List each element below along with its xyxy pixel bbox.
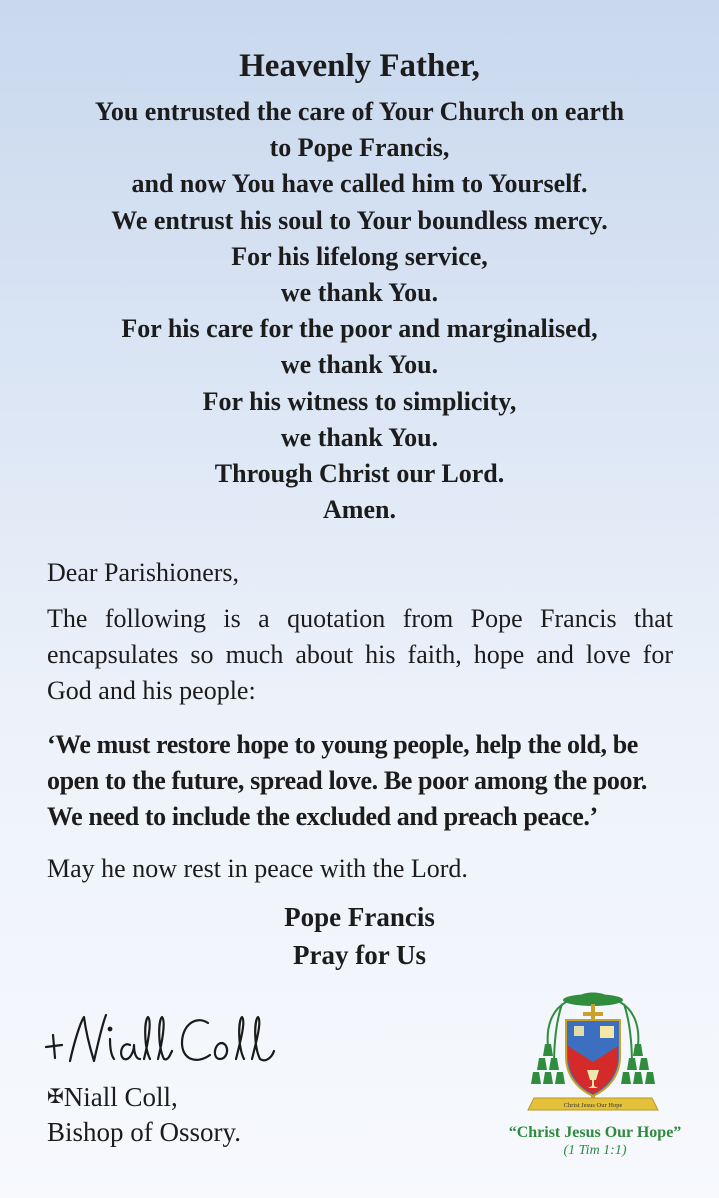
prayer-line: For his witness to simplicity, xyxy=(202,386,517,416)
letter-rest-line: May he now rest in peace with the Lord. xyxy=(47,854,468,883)
pope-quote: ‘We must restore hope to young people, help the old, be open to the future, spread love. Be poor among the poor. We need to include the excluded and preach peace.’ xyxy=(47,730,647,831)
coat-of-arms-icon xyxy=(518,986,668,1124)
prayer-line: For his care for the poor and marginalised, xyxy=(121,314,598,344)
letter-greeting: Dear Parishioners, xyxy=(47,558,240,587)
letter-intro: The following is a quotation from Pope Francis that encapsulates so much about his faith, hope and love for God and his people: xyxy=(47,604,673,705)
prayer-line: we thank You. xyxy=(280,350,439,380)
prayer-line: For his lifelong service, xyxy=(231,241,488,271)
prayer-line: We entrust his soul to Your boundless mercy. xyxy=(111,205,608,235)
prayer-line: and now You have called him to Yourself. xyxy=(131,169,588,199)
motto-reference: (1 Tim 1:1) xyxy=(563,1143,627,1158)
prayer-line: Through Christ our Lord. xyxy=(214,459,505,489)
bishop-title: Bishop of Ossory. xyxy=(47,1117,242,1147)
motto-text: “Christ Jesus Our Hope” xyxy=(508,1124,682,1141)
prayer-line: to Pope Francis, xyxy=(269,133,450,163)
prayer-line: Amen. xyxy=(323,495,396,525)
prayer-title: Heavenly Father, xyxy=(239,48,480,84)
prayer-line: we thank You. xyxy=(280,278,439,308)
closing-line-1: Pope Francis xyxy=(284,902,435,932)
closing-line-2: Pray for Us xyxy=(293,940,426,970)
motto xyxy=(480,1123,710,1159)
bishop-cross-icon: ✠ xyxy=(47,1086,64,1108)
closing-invocation xyxy=(0,898,719,974)
bishop-name: Niall Coll, xyxy=(63,1082,178,1112)
bishop-signoff xyxy=(47,1080,241,1150)
crest-banner-text: Christ Jesus Our Hope xyxy=(563,1102,623,1109)
letter-body xyxy=(47,555,673,887)
prayer-line: we thank You. xyxy=(280,422,439,452)
handwritten-signature xyxy=(40,1003,280,1075)
prayer xyxy=(0,40,719,528)
prayer-line: You entrusted the care of Your Church on earth xyxy=(94,97,625,126)
